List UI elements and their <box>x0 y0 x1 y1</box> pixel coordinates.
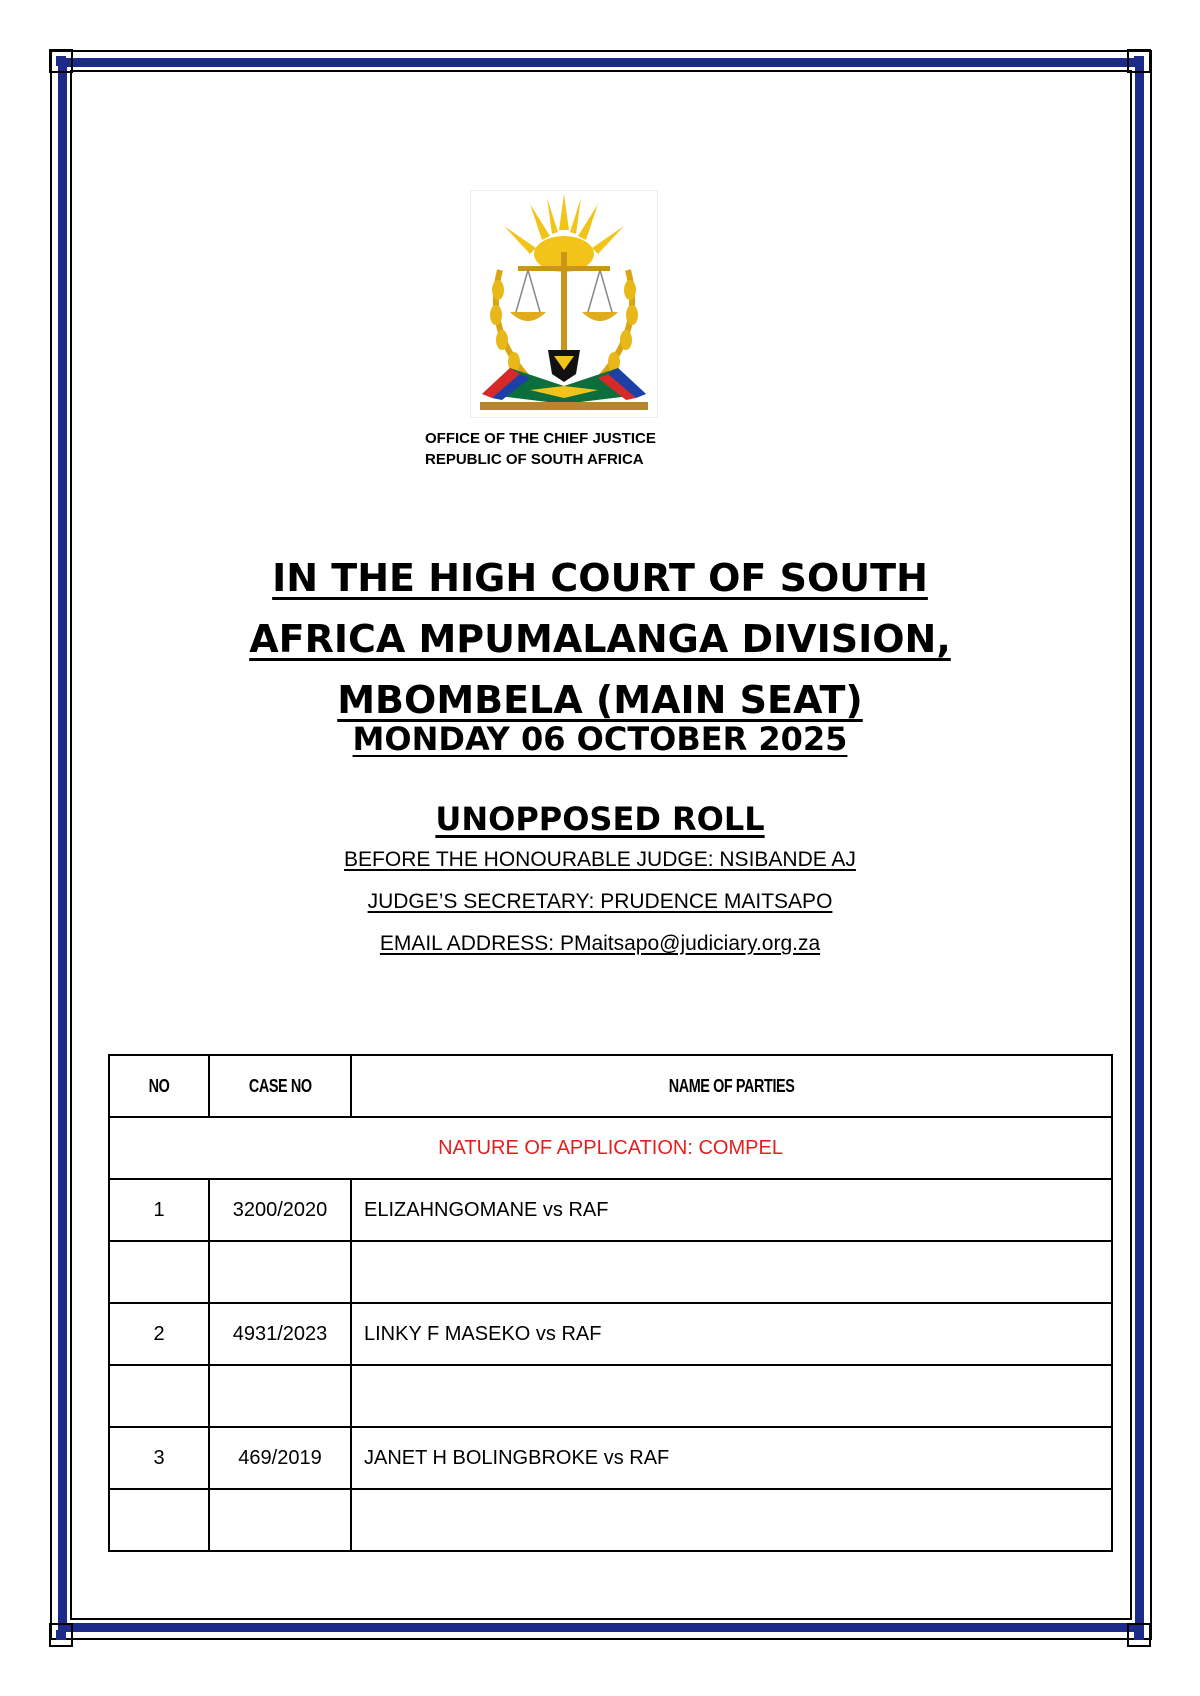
border-corner-ornament <box>1126 1622 1152 1648</box>
border-corner-ornament <box>48 1622 74 1648</box>
court-title <box>0 548 1200 731</box>
empty-cell <box>109 1365 209 1427</box>
table-header-row <box>109 1055 1112 1117</box>
case-number-index: 1 <box>109 1179 209 1241</box>
logo-caption <box>425 428 656 470</box>
case-number-index: 2 <box>109 1303 209 1365</box>
empty-cell <box>351 1489 1112 1551</box>
table-row-empty <box>109 1365 1112 1427</box>
judge-secretary: JUDGE’S SECRETARY: PRUDENCE MAITSAPO <box>367 890 833 913</box>
court-title-line3: MBOMBELA (MAIN SEAT) <box>337 678 863 722</box>
table-row <box>109 1303 1112 1365</box>
roll-type-title: UNOPPOSED ROLL <box>435 800 765 838</box>
nature-row <box>109 1117 1112 1179</box>
table-row-empty <box>109 1241 1112 1303</box>
court-title-line2: AFRICA MPUMALANGA DIVISION, <box>249 617 951 661</box>
court-title-line1: IN THE HIGH COURT OF SOUTH <box>272 556 928 600</box>
header-no: NO <box>109 1055 209 1117</box>
case-number: 4931/2023 <box>209 1303 351 1365</box>
empty-cell <box>209 1241 351 1303</box>
logo-caption-line2: REPUBLIC OF SOUTH AFRICA <box>425 451 644 468</box>
empty-cell <box>351 1241 1112 1303</box>
nature-of-application: NATURE OF APPLICATION: COMPEL <box>109 1117 1112 1179</box>
judiciary-coat-of-arms-logo <box>470 190 658 418</box>
empty-cell <box>351 1365 1112 1427</box>
presiding-judge: BEFORE THE HONOURABLE JUDGE: NSIBANDE AJ <box>344 848 856 871</box>
roll-date: MONDAY 06 OCTOBER 2025 <box>352 720 848 758</box>
border-corner-ornament <box>1126 48 1152 74</box>
case-parties: JANET H BOLINGBROKE vs RAF <box>351 1427 1112 1489</box>
case-number: 3200/2020 <box>209 1179 351 1241</box>
table-row <box>109 1179 1112 1241</box>
logo-caption-line1: OFFICE OF THE CHIEF JUSTICE <box>425 430 656 447</box>
case-parties: ELIZAHNGOMANE vs RAF <box>351 1179 1112 1241</box>
header-parties: NAME OF PARTIES <box>351 1055 1112 1117</box>
case-number: 469/2019 <box>209 1427 351 1489</box>
empty-cell <box>109 1241 209 1303</box>
contact-email: EMAIL ADDRESS: PMaitsapo@judiciary.org.za <box>379 932 821 955</box>
case-parties: LINKY F MASEKO vs RAF <box>351 1303 1112 1365</box>
case-roll-table <box>108 1054 1113 1552</box>
border-corner-ornament <box>48 48 74 74</box>
table-row-empty <box>109 1489 1112 1551</box>
case-number-index: 3 <box>109 1427 209 1489</box>
empty-cell <box>209 1489 351 1551</box>
table-row <box>109 1427 1112 1489</box>
empty-cell <box>209 1365 351 1427</box>
header-case-no: CASE NO <box>209 1055 351 1117</box>
empty-cell <box>109 1489 209 1551</box>
